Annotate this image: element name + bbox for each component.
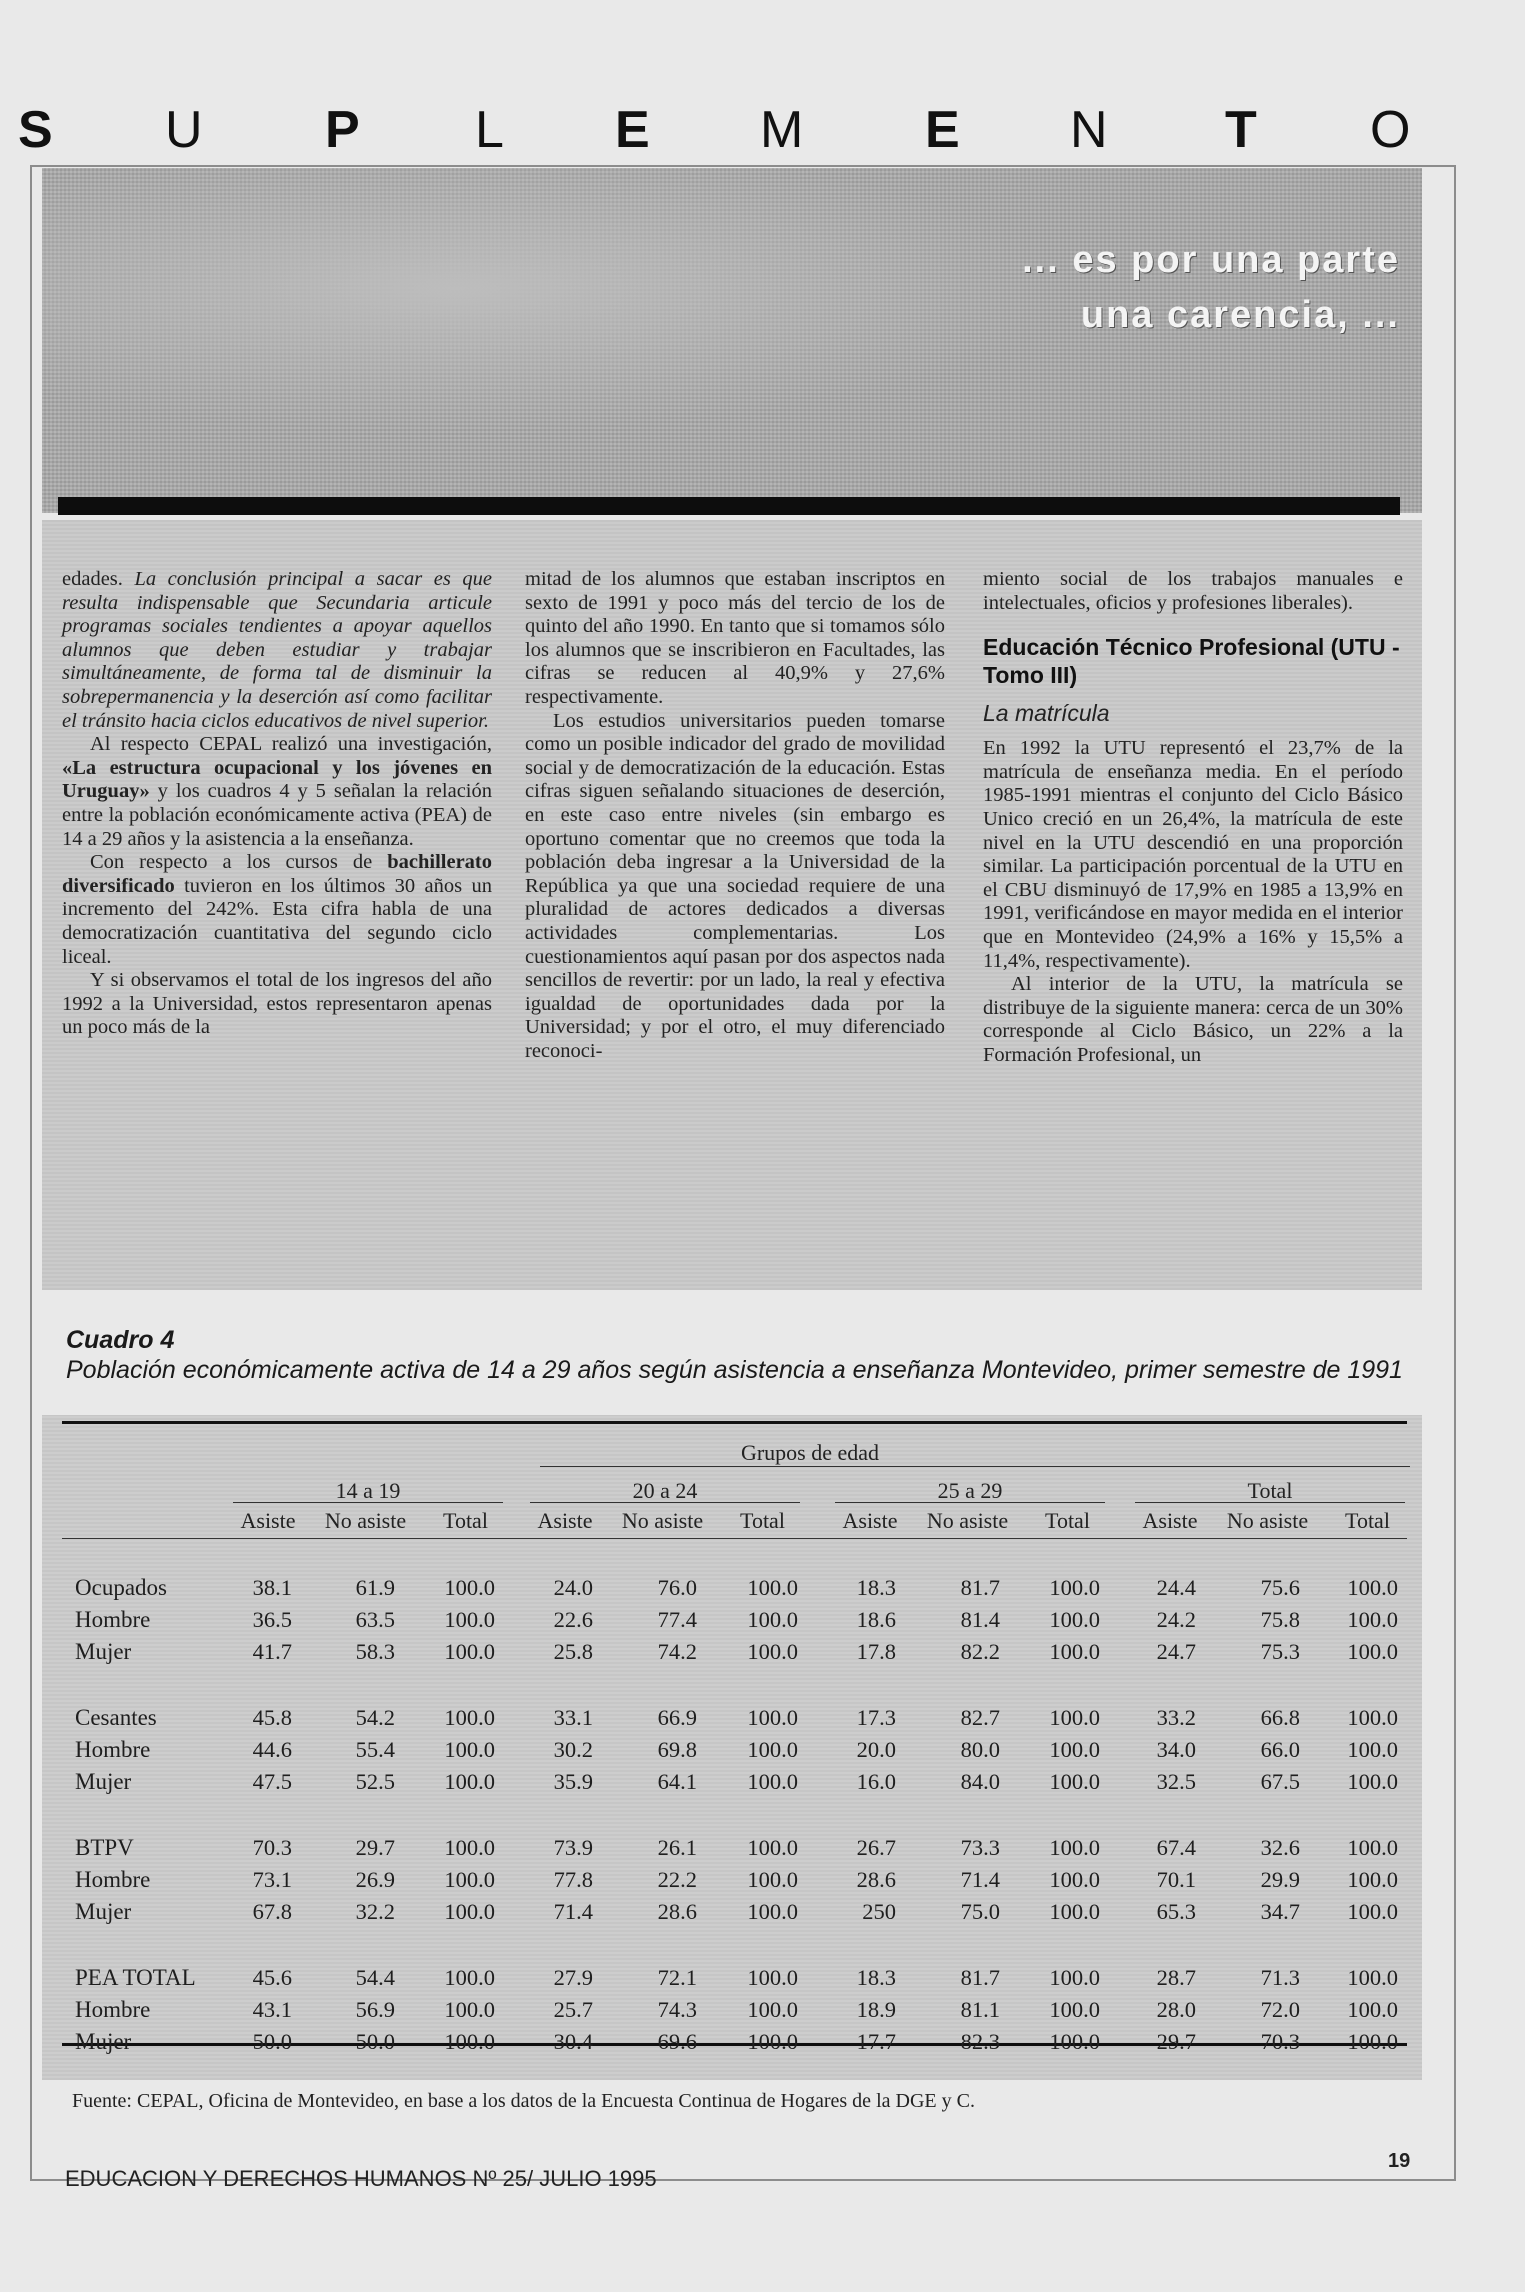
table-cell: 44.6 (252, 1737, 292, 1762)
table-cell: 30.2 (553, 1737, 593, 1762)
table-cell: 67.4 (1156, 1835, 1196, 1860)
section-heading: Educación Técnico Profesional (UTU - Tomo III) (983, 634, 1400, 689)
table-cell: 100.0 (747, 1705, 798, 1730)
table-cell: 18.6 (856, 1607, 896, 1632)
table-cell: 71.4 (553, 1899, 593, 1924)
table-cell: 24.7 (1156, 1639, 1196, 1664)
table-cell: 65.3 (1156, 1899, 1196, 1924)
table-subcolumn-header: No asiste (926, 1508, 1009, 1533)
masthead-letter: L (475, 101, 504, 159)
table-subcolumn-header: Asiste (842, 1508, 898, 1533)
table-subcolumn-header: No asiste (324, 1508, 407, 1533)
table-cell: 75.0 (960, 1899, 1000, 1924)
col2-paragraph-2: Los estudios universitarios pueden tomarse como un posible indicador del grado de movilidad social y de democratización de la educación. Estas cifras siguen señalando situaciones de deserción, en este caso entre niveles (sin embargo es oportuno comentar que no creemos que toda la población deba ingresar a la Universidad de la República ya que una sociedad requiere de una pluralidad de actores dedicados a diversas actividades complementarias. Los cuestionamientos aquí pasan por dos aspectos nada sencillos de revertir: por un lado, la real y efectiva igualdad de oportunidades dada por la Universidad; y por el otro, el muy diferenciado reconoci- (525, 709, 945, 1062)
table-cell: 50.0 (355, 2029, 395, 2054)
table-cell: 30.4 (553, 2029, 593, 2054)
table-cell: 70.3 (1260, 2029, 1300, 2054)
table-cell: 100.0 (1049, 1575, 1100, 1600)
table-background (42, 1415, 1422, 2080)
table-cell: 100.0 (1347, 1607, 1398, 1632)
column-2 (525, 568, 945, 1063)
photo-banner (42, 168, 1422, 513)
table-cell: 26.7 (856, 1835, 896, 1860)
table-cell: 100.0 (444, 1769, 495, 1794)
table-cell: 33.1 (553, 1705, 593, 1730)
table-cell: 73.1 (252, 1867, 292, 1892)
table-cell: 73.9 (553, 1835, 593, 1860)
table-cell: 72.1 (657, 1965, 697, 1990)
table-row-label: Mujer (75, 1639, 132, 1664)
table-subcolumn-header: No asiste (621, 1508, 704, 1533)
column-3 (983, 568, 1403, 1068)
table-cell: 100.0 (747, 1737, 798, 1762)
table-cell: 50.0 (252, 2029, 292, 2054)
table-cell: 100.0 (1347, 1737, 1398, 1762)
table-cell: 100.0 (1049, 1997, 1100, 2022)
table-cell: 100.0 (444, 1899, 495, 1924)
masthead (0, 100, 1525, 160)
table-cell: 100.0 (1049, 1965, 1100, 1990)
table-cell: 100.0 (1347, 1899, 1398, 1924)
table-cell: 71.3 (1260, 1965, 1300, 1990)
table-subcolumn-header: Asiste (537, 1508, 593, 1533)
banner-quote-line1: ... es por una parte (1022, 239, 1400, 281)
table-cell: 47.5 (252, 1769, 292, 1794)
table-cell: 26.1 (657, 1835, 697, 1860)
table-cell: 29.7 (1156, 2029, 1196, 2054)
table-cell: 100.0 (444, 1737, 495, 1762)
table-cell: 28.0 (1156, 1997, 1196, 2022)
table-cell: 100.0 (444, 2029, 495, 2054)
table-cell: 81.7 (960, 1965, 1000, 1990)
col1-paragraph-4: Y si observamos el total de los ingresos del año 1992 a la Universidad, estos representaron apenas un poco más de la (62, 969, 492, 1039)
table-cell: 32.2 (355, 1899, 395, 1924)
masthead-letter: M (760, 101, 804, 159)
table-row-label: Mujer (75, 2029, 132, 2054)
table-cell: 18.9 (856, 1997, 896, 2022)
masthead-letter: P (325, 101, 360, 159)
col1-paragraph-2: Al respecto CEPAL realizó una investigación, «La estructura ocupacional y los jóvenes en Uruguay» y los cuadros 4 y 5 señalan la relación entre la población económicamente activa (PEA) de 14 a 29 años y la asistencia a la enseñanza. (62, 733, 492, 850)
table-caption-number: Cuadro 4 (66, 1326, 175, 1354)
column-1 (62, 568, 492, 1040)
col1-paragraph-3: Con respecto a los cursos de bachillerato diversificado tuvieron en los últimos 30 años un incremento del 242%. Esta cifra habla de una democratización cuantitativa del segundo ciclo liceal. (62, 851, 492, 968)
table-cell: 100.0 (444, 1867, 495, 1892)
table-cell: 77.4 (657, 1607, 697, 1632)
col3-paragraph-1: miento social de los trabajos manuales e intelectuales, oficios y profesiones liberales). (983, 568, 1403, 614)
table-cell: 77.8 (553, 1867, 593, 1892)
table-subcolumn-header: Total (1345, 1508, 1390, 1533)
table-cell: 56.9 (355, 1997, 395, 2022)
col3-paragraph-3: Al interior de la UTU, la matrícula se distribuye de la siguiente manera: cerca de un 30% corresponde al Ciclo Básico, un 22% a la Formación Profesional, un (983, 973, 1403, 1066)
table-cell: 100.0 (1347, 1769, 1398, 1794)
table-cell: 70.1 (1156, 1867, 1196, 1892)
table-cell: 100.0 (1347, 1997, 1398, 2022)
table-cell: 17.8 (856, 1639, 896, 1664)
table-cell: 100.0 (1347, 1575, 1398, 1600)
table-cell: 100.0 (1049, 1899, 1100, 1924)
table-cell: 250 (862, 1899, 896, 1924)
table-row-label: Hombre (75, 1867, 151, 1892)
table-cell: 81.1 (960, 1997, 1000, 2022)
table-cell: 28.7 (1156, 1965, 1196, 1990)
section-subheading: La matrícula (983, 700, 1110, 727)
table-cell: 29.9 (1260, 1867, 1300, 1892)
table-cell: 18.3 (856, 1965, 896, 1990)
table-cell: 100.0 (1049, 2029, 1100, 2054)
table-cell: 61.9 (355, 1575, 395, 1600)
table-cell: 100.0 (747, 1639, 798, 1664)
table-cell: 100.0 (444, 1575, 495, 1600)
table-row-label: Cesantes (75, 1705, 157, 1730)
table-cell: 100.0 (1049, 1639, 1100, 1664)
table-cell: 100.0 (747, 1997, 798, 2022)
table-subcolumn-header: Total (740, 1508, 785, 1533)
table-cell: 66.9 (657, 1705, 697, 1730)
table-cell: 52.5 (355, 1769, 395, 1794)
table-cell: 100.0 (1049, 1769, 1100, 1794)
table-cell: 28.6 (657, 1899, 697, 1924)
table-cell: 58.3 (355, 1639, 395, 1664)
table-cell: 100.0 (444, 1607, 495, 1632)
table-cell: 17.3 (856, 1705, 896, 1730)
table-cell: 67.8 (252, 1899, 292, 1924)
table-cell: 80.0 (960, 1737, 1000, 1762)
table-age-group-header: 20 a 24 (632, 1478, 698, 1503)
table-cell: 54.2 (355, 1705, 395, 1730)
masthead-letter: E (615, 101, 650, 159)
table-cell: 84.0 (960, 1769, 1000, 1794)
table-cell: 100.0 (747, 1867, 798, 1892)
table-age-group-header: 14 a 19 (335, 1478, 401, 1503)
table-cell: 75.8 (1260, 1607, 1300, 1632)
table-cell: 100.0 (1347, 1867, 1398, 1892)
table-cell: 100.0 (747, 1575, 798, 1600)
table-cell: 32.5 (1156, 1769, 1196, 1794)
table-subcolumn-header: Total (1045, 1508, 1090, 1533)
masthead-letter: T (1225, 101, 1257, 159)
table-top-rule (62, 1421, 1407, 1424)
table-cell: 45.6 (252, 1965, 292, 1990)
table-age-group-header: Total (1247, 1478, 1293, 1503)
table-cell: 24.0 (553, 1575, 593, 1600)
table-cell: 63.5 (355, 1607, 395, 1632)
table-subcolumn-header: Asiste (1142, 1508, 1198, 1533)
table-cell: 25.7 (553, 1997, 593, 2022)
table-row-label: Hombre (75, 1607, 151, 1632)
col3-paragraph-2: En 1992 la UTU representó el 23,7% de la matrícula de enseñanza media. En el período 1985-1991 mientras el conjunto del Ciclo Básico Unico creció en un 26,4%, la matrícula de este nivel en la UTU descendió en una proporción similar. La participación porcentual de la UTU en el CBU disminuyó de 17,9% en 1985 a 13,9% en 1991, verificándose en mayor medida en el interior que en Montevideo (24,9% a 16% y 15,5% a 11,4%, respectivamente). (983, 737, 1403, 972)
table-row-label: Mujer (75, 1769, 132, 1794)
masthead-letter: S (18, 101, 53, 159)
table-cell: 28.6 (856, 1867, 896, 1892)
table-cell: 22.2 (657, 1867, 697, 1892)
table-cell: 100.0 (444, 1639, 495, 1664)
table-cell: 22.6 (553, 1607, 593, 1632)
table-cell: 29.7 (355, 1835, 395, 1860)
table-cell: 64.1 (657, 1769, 697, 1794)
table-cell: 69.8 (657, 1737, 697, 1762)
table-cell: 100.0 (747, 1899, 798, 1924)
table-cell: 72.0 (1260, 1997, 1300, 2022)
table-subcolumn-header: Total (443, 1508, 488, 1533)
table-cell: 16.0 (856, 1769, 896, 1794)
table-caption-text: Población económicamente activa de 14 a 29 años según asistencia a enseñanza Montevideo, primer semestre de 1991 (66, 1356, 1403, 1384)
table-cell: 100.0 (444, 1835, 495, 1860)
table-cell: 26.9 (355, 1867, 395, 1892)
table-cell: 100.0 (747, 1965, 798, 1990)
table-cell: 100.0 (1049, 1705, 1100, 1730)
table-cell: 100.0 (444, 1705, 495, 1730)
table-bottom-rule (62, 2043, 1407, 2046)
table-cell: 100.0 (747, 1769, 798, 1794)
table-cell: 81.4 (960, 1607, 1000, 1632)
table-cell: 17.7 (856, 2029, 896, 2054)
table-cell: 75.6 (1260, 1575, 1300, 1600)
table-cell: 32.6 (1260, 1835, 1300, 1860)
table-row-label: Hombre (75, 1737, 151, 1762)
table-cell: 20.0 (856, 1737, 896, 1762)
table-cell: 34.7 (1260, 1899, 1300, 1924)
table-cell: 41.7 (252, 1639, 292, 1664)
table-cell: 100.0 (444, 1997, 495, 2022)
table-cell: 100.0 (1049, 1835, 1100, 1860)
masthead-letter: U (165, 101, 203, 159)
table-subcolumn-header: Asiste (240, 1508, 296, 1533)
table-cell: 100.0 (747, 1607, 798, 1632)
table-cell: 66.0 (1260, 1737, 1300, 1762)
table-cell: 35.9 (553, 1769, 593, 1794)
table-cell: 18.3 (856, 1575, 896, 1600)
table-cell: 100.0 (444, 1965, 495, 1990)
table-cell: 74.2 (657, 1639, 697, 1664)
table-cell: 100.0 (1049, 1607, 1100, 1632)
table-cell: 55.4 (355, 1737, 395, 1762)
table-cell: 100.0 (1347, 1705, 1398, 1730)
table-cell: 73.3 (960, 1835, 1000, 1860)
table-cell: 54.4 (355, 1965, 395, 1990)
masthead-letter: O (1370, 101, 1411, 159)
table-group-header: Grupos de edad (740, 1440, 880, 1465)
table-cell: 24.4 (1156, 1575, 1196, 1600)
table-cell: 75.3 (1260, 1639, 1300, 1664)
table-cell: 27.9 (553, 1965, 593, 1990)
table-cell: 33.2 (1156, 1705, 1196, 1730)
table-cell: 66.8 (1260, 1705, 1300, 1730)
table-cell: 100.0 (1049, 1867, 1100, 1892)
table-subcolumn-header: No asiste (1226, 1508, 1309, 1533)
table-caption (66, 1325, 1416, 1385)
table-cell: 81.7 (960, 1575, 1000, 1600)
table-cell: 82.7 (960, 1705, 1000, 1730)
table-cell: 45.8 (252, 1705, 292, 1730)
footer-publication: EDUCACION Y DERECHOS HUMANOS Nº 25/ JULIO 1995 (65, 2166, 657, 2191)
table-cell: 67.5 (1260, 1769, 1300, 1794)
table-row-label: Mujer (75, 1899, 132, 1924)
table-cell: 36.5 (252, 1607, 292, 1632)
table-cell: 82.3 (960, 2029, 1000, 2054)
table-cell: 100.0 (747, 1835, 798, 1860)
table-cell: 100.0 (1049, 1737, 1100, 1762)
page-number: 19 (1388, 2150, 1411, 2172)
col1-paragraph-1: edades. La conclusión principal a sacar es que resulta indispensable que Secundaria articule programas sociales tendientes a apoyar aquellos alumnos que deben estudiar y trabajar simultáneamente, de forma tal de disminuir la sobrepermanencia y la deserción así como facilitar el tránsito hacia ciclos educativos de nivel superior. (62, 568, 492, 732)
table-cell: 100.0 (1347, 2029, 1398, 2054)
table-cell: 25.8 (553, 1639, 593, 1664)
col2-paragraph-1: mitad de los alumnos que estaban inscriptos en sexto de 1991 y poco más del tercio de los de quinto del año 1990. En tanto que si tomamos sólo los alumnos que se inscribieron en Facultades, las cifras se reducen al 40,9% y 27,6% respectivamente. (525, 568, 945, 708)
table-row-label: Hombre (75, 1997, 151, 2022)
banner-quote-line2: una carencia, ... (1080, 294, 1400, 336)
table-cell: 100.0 (1347, 1639, 1398, 1664)
table-age-group-header: 25 a 29 (937, 1478, 1003, 1503)
masthead-letter: N (1070, 101, 1108, 159)
table-cell: 38.1 (252, 1575, 292, 1600)
table-cell: 100.0 (747, 2029, 798, 2054)
table-cell: 24.2 (1156, 1607, 1196, 1632)
table-cell: 100.0 (1347, 1835, 1398, 1860)
masthead-letter: E (925, 101, 960, 159)
table-source-note: Fuente: CEPAL, Oficina de Montevideo, en base a los datos de la Encuesta Continua de Hogares de la DGE y C. (72, 2090, 975, 2112)
table-cell: 74.3 (657, 1997, 697, 2022)
divider-bar (58, 497, 1400, 515)
table-cell: 43.1 (252, 1997, 292, 2022)
table-cell: 71.4 (960, 1867, 1000, 1892)
table-cell: 100.0 (1347, 1965, 1398, 1990)
table-row-label: PEA TOTAL (75, 1965, 196, 1990)
table-cell: 76.0 (657, 1575, 697, 1600)
table-row-label: Ocupados (75, 1575, 167, 1600)
table-cell: 69.6 (657, 2029, 697, 2054)
table-row-label: BTPV (75, 1835, 134, 1860)
table-cell: 34.0 (1156, 1737, 1196, 1762)
table-cell: 82.2 (960, 1639, 1000, 1664)
table-cell: 70.3 (252, 1835, 292, 1860)
